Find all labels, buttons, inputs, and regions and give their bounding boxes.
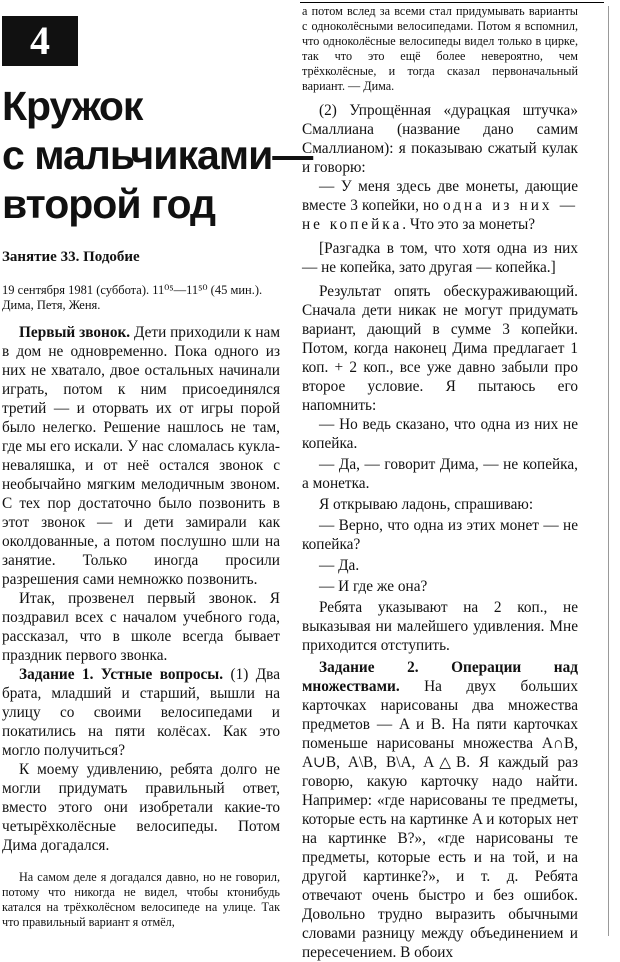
footnote-continuation: а потом вслед за всеми стал придумывать варианты с одноколёсными велосипедами. Потом я вспомнил, что одноколёсные велосипеды видел только в цирке, так что это ещё более невероятно, чем трёхколёсные, и тогда сказал первоначальный вариант. — Дима. [302, 4, 578, 93]
paragraph-answer-bracket: [Разгадка в том, что хотя одна из них — не копейка, зато другая — копейка.] [302, 240, 578, 276]
paragraph-coins-speech [302, 177, 578, 234]
chapter-number: 4 [30, 18, 50, 63]
top-rule [300, 2, 604, 3]
dialogue-line-1: — Но ведь сказано, что одна из них не копейка. [302, 416, 578, 452]
dialogue-line-6: — И где же она? [319, 578, 428, 595]
paragraph-kids-point: Ребята указывают на 2 коп., не выказывая ни малейшего удивления. Мне приходится отступить. [302, 599, 578, 654]
lesson-meta [2, 283, 280, 313]
left-column [2, 248, 280, 930]
task-2-heading: Задание 2. Операции над множествами. [302, 659, 578, 695]
paragraph-result: Результат опять обескураживающий. Сначала дети никак не могут придумать вариант, дающий в сумме 3 копейки. Потом, когда наконец Дима предлагает 1 коп. + 2 коп., все уже давно забыли про второе условие. Я пытаюсь его напомнить: [302, 283, 578, 414]
lesson-participants: Дима, Петя, Женя. [2, 298, 101, 312]
lesson-date: 19 сентября 1981 (суббота). 11⁰⁵—11⁵⁰ (45 мин.). [2, 283, 263, 297]
dialogue-line-4: — Верно, что одна из этих монет — не копейка? [302, 517, 578, 553]
first-bell-heading: Первый звонок. [19, 324, 131, 341]
task-2-text: На двух больших карточках нарисованы два множества предметов — A и B. На пяти карточках поменьше нарисованы множества A∩B, A∪B, A\B, B\A, A△B. Я каждый раз говорю, какую карточку надо найти. Например: «где нарисованы те предметы, которые есть на картинке A и которых нет на картинке B?», «где нарисованы те предметы, которые есть и на той, и на другой картинке?», и т. д. Ребята отвечают очень быстро и без ошибок. Довольно трудно выразить обычными словами разницу между объединением и пересечением. В обоих [302, 678, 578, 961]
paragraph-first-bell [2, 323, 280, 589]
coins-speech-emphasis: одна из них — не копейка [302, 197, 578, 233]
paragraph-congrats: Итак, прозвенел первый звонок. Я поздравил всех с началом учебного года, рассказал, что в школе всегда бывает праздник первого звонка. [2, 590, 280, 664]
chapter-title [2, 82, 313, 229]
paragraph-task-1 [2, 665, 280, 760]
coins-speech-end: . Что это за монеты? [402, 216, 536, 233]
chapter-title-line-3: второй год [2, 181, 215, 227]
lesson-heading: Занятие 33. Подобие [2, 249, 140, 265]
footnote-dima: На самом деле я догадался давно, но не говорил, потому что никогда не видел, чтобы ктонибудь катался на трёхколёсном велосипеде на улице. Так что правильный вариант я отмёл, [2, 870, 280, 929]
task-1-heading: Задание 1. Устные вопросы. [19, 666, 224, 683]
coins-speech-start: — У меня здесь две монеты, дающие вместе 3 копейки, но [302, 178, 578, 214]
paragraph-question-2: (2) Упрощённая «дурацкая штучка» Смаллиана (название дано самим Смаллианом): я показываю сжатый кулак и говорю: [302, 102, 578, 176]
page-edge-rule [608, 6, 609, 936]
task-1-text: (1) Два брата, младший и старший, вышли на улицу со своими велосипедами и покатились на пяти колёсах. Как это могло получиться? [2, 666, 280, 759]
paragraph-task-2 [302, 658, 578, 962]
dialogue-line-5: — Да. [319, 557, 360, 574]
dialogue-line-2: — Да, — говорит Дима, — не копейка, а монетка. [302, 456, 578, 492]
chapter-title-line-1: Кружок [2, 83, 143, 129]
paragraph-surprise: К моему удивлению, ребята долго не могли придумать правильный ответ, вместо этого они изобретали какие-то четырёхколёсные велосипеды. Потом Дима догадался. [2, 761, 280, 854]
right-column [302, 4, 578, 962]
dialogue-line-3: Я открываю ладонь, спрашиваю: [319, 496, 534, 513]
chapter-number-box [2, 16, 78, 66]
first-bell-text: Дети приходили к нам в дом не одновременно. Пока одного из них не хватало, двое остальных начинали играть, потом к ним присоединялся третий — и оторвать их от игры порой было нелегко. Решение нашлось не там, где мы его искали. У нас сломалась кукла-неваляшка, и от неё остался звонок с необычайно мягким мелодичным звоном. С тех пор достаточно было позвонить в этот звонок — и дети замирали как околдованные, а потом послушно шли на занятие. Только иногда просили разрешения сами немножко позвонить. [2, 324, 280, 588]
chapter-title-line-2: с мальчиками— [2, 132, 313, 178]
